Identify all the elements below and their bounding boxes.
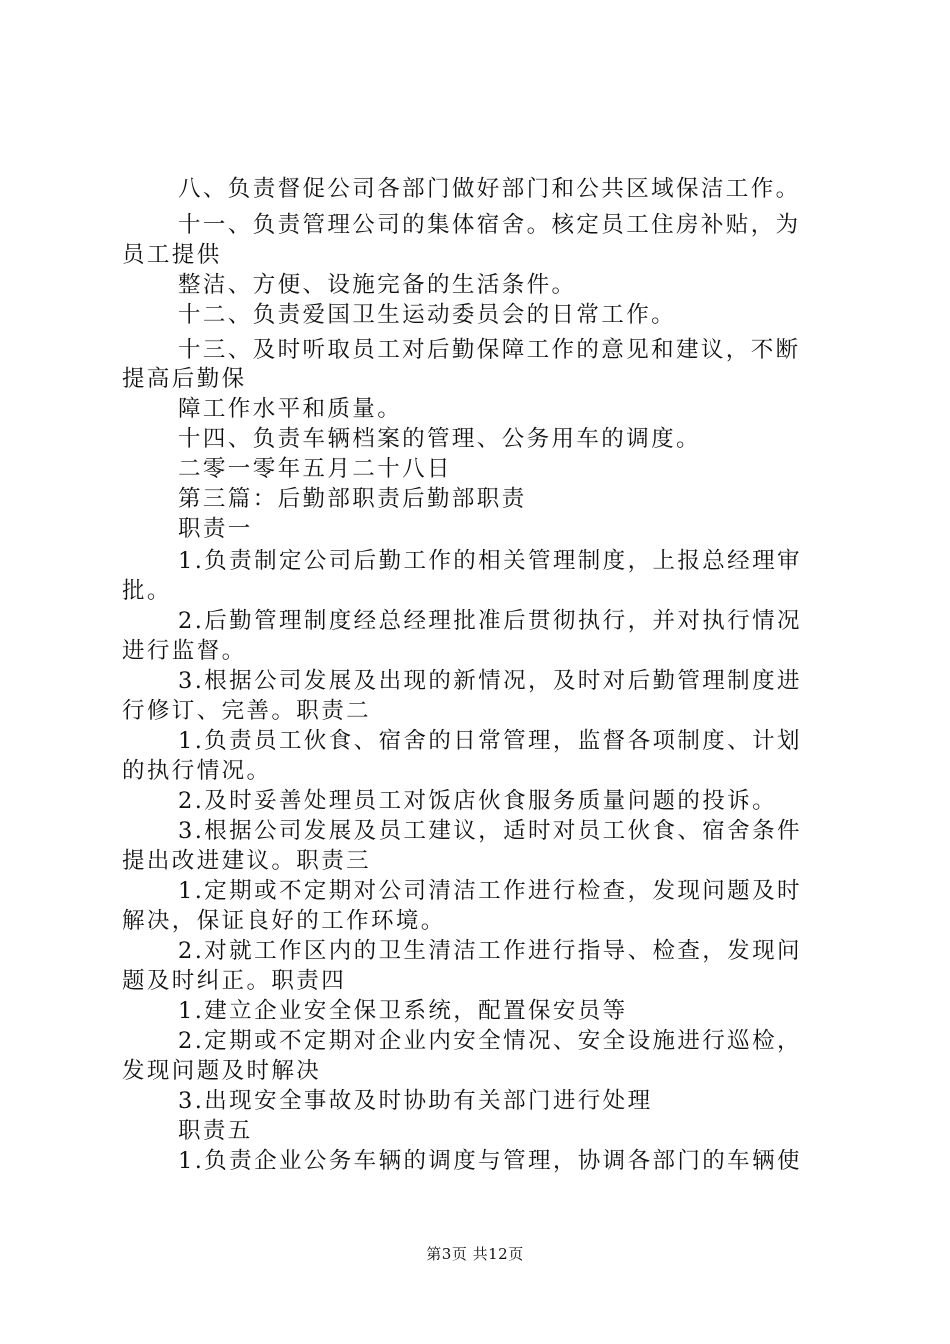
text-line: 十三、及时听取员工对后勤保障工作的意见和建议，不断: [178, 337, 801, 363]
text-line: 3.根据公司发展及员工建议，适时对员工伙食、宿舍条件: [178, 818, 802, 844]
text-line: 1.负责企业公务车辆的调度与管理，协调各部门的车辆使: [178, 1148, 802, 1174]
text-line: 2.定期或不定期对企业内安全情况、安全设施进行巡检，: [178, 1028, 802, 1054]
text-line: 进行监督。: [122, 638, 247, 664]
text-line: 2.后勤管理制度经总经理批准后贯彻执行，并对执行情况: [178, 608, 802, 634]
text-line: 1.定期或不定期对公司清洁工作进行检查，发现问题及时: [178, 878, 802, 904]
text-line: 提出改进建议。职责三: [122, 848, 372, 874]
text-line: 十一、负责管理公司的集体宿舍。核定员工住房补贴，为: [178, 212, 801, 238]
text-line: 十二、负责爱国卫生运动委员会的日常工作。: [178, 302, 677, 328]
text-line: 员工提供: [122, 242, 222, 268]
text-line: 职责一: [178, 516, 253, 542]
text-line: 提高后勤保: [122, 366, 247, 392]
text-line: 题及时纠正。职责四: [122, 968, 347, 994]
text-line: 2.对就工作区内的卫生清洁工作进行指导、检查，发现问: [178, 938, 802, 964]
text-line: 2.及时妥善处理员工对饭店伙食服务质量问题的投诉。: [178, 788, 777, 814]
text-line: 八、负责督促公司各部门做好部门和公共区域保洁工作。: [178, 176, 801, 202]
text-line: 的执行情况。: [122, 758, 272, 784]
text-line: 1.负责员工伙食、宿舍的日常管理，监督各项制度、计划: [178, 728, 802, 754]
text-line: 十四、负责车辆档案的管理、公务用车的调度。: [178, 426, 701, 452]
text-line: 3.根据公司发展及出现的新情况，及时对后勤管理制度进: [178, 668, 802, 694]
text-line: 二零一零年五月二十八日: [178, 456, 452, 482]
text-line: 职责五: [178, 1118, 253, 1144]
text-line: 行修订、完善。职责二: [122, 698, 372, 724]
text-line: 发现问题及时解决: [122, 1058, 322, 1084]
text-line: 障工作水平和质量。: [178, 396, 403, 422]
text-line: 整洁、方便、设施完备的生活条件。: [178, 272, 577, 298]
page-number-footer: 第3页 共12页: [426, 1245, 524, 1263]
text-line: 3.出现安全事故及时协助有关部门进行处理: [178, 1088, 653, 1114]
text-line: 第三篇：后勤部职责后勤部职责: [178, 486, 527, 512]
text-line: 解决，保证良好的工作环境。: [122, 908, 446, 934]
text-line: 1.建立企业安全保卫系统，配置保安员等: [178, 998, 628, 1024]
text-line: 1.负责制定公司后勤工作的相关管理制度，上报总经理审: [178, 548, 802, 574]
text-line: 批。: [122, 578, 172, 604]
